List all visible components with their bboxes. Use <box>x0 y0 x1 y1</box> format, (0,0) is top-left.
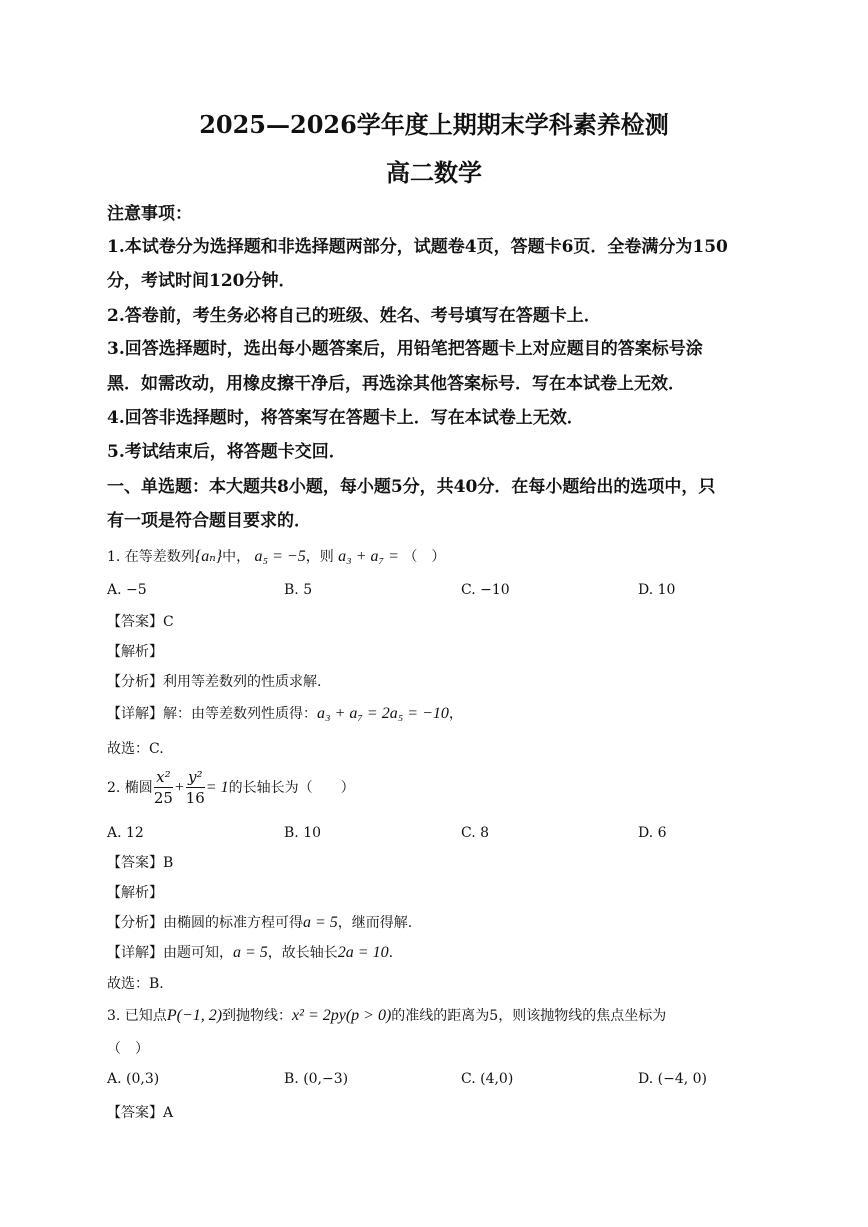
analysis-label: 【解析】 <box>107 644 163 660</box>
notice-item: 5.考试结束后，将答题卡交回． <box>107 442 346 462</box>
option-c: C. −10 <box>461 582 510 598</box>
q3-point: P(−1, 2) <box>166 1007 223 1024</box>
answer-line: 【答案】A <box>107 1105 174 1121</box>
notice-item: 黑．如需改动，用橡皮擦干净后，再选涂其他答案标号．写在本试卷上无效． <box>107 374 685 394</box>
choice-line: 故选：B. <box>107 976 164 992</box>
option-b: B. 5 <box>284 582 313 598</box>
detail-formula: a₃ + a₇ = 2a₅ = −10 <box>317 705 449 722</box>
choice-line: 故选：C. <box>107 741 164 757</box>
analysis-suffix: ，继而得解. <box>337 915 413 931</box>
option-d: D. (−4, 0) <box>638 1071 707 1087</box>
page-subtitle: 高二数学 <box>386 158 482 187</box>
option-d: D. 10 <box>638 582 676 598</box>
question-2-stem: 2. 椭圆 $\frac{\text{x²}}{25}$ + $\frac{\text{y²}}{16}$ = 1的长轴长为（ ） <box>107 768 355 807</box>
q1-blank: （ ） <box>403 549 446 565</box>
option-c: C. 8 <box>461 825 490 841</box>
analysis-label: 【解析】 <box>107 885 163 901</box>
notice-item: 分，考试时间120分钟． <box>107 271 296 291</box>
detail-suffix: ， <box>448 706 463 722</box>
q1-condition: a₅ = −5 <box>254 548 306 565</box>
analysis-summary <box>107 912 412 932</box>
analysis-summary: 【分析】利用等差数列的性质求解. <box>107 674 322 690</box>
q1-prefix: 1. 在等差数列 <box>107 549 195 565</box>
option-a: A. −5 <box>107 582 147 598</box>
q3-blank: （ ） <box>107 1041 149 1057</box>
fraction-x <box>154 770 173 806</box>
question-3-stem <box>107 1005 666 1025</box>
numerator: x² <box>156 768 171 786</box>
answer-line: 【答案】B <box>107 855 174 871</box>
detail-formula: 2a = 10 <box>337 944 389 961</box>
detail-line <box>107 703 463 723</box>
option-c: C. (4,0) <box>461 1071 514 1087</box>
denominator: 25 <box>153 789 173 807</box>
q2-prefix: 2. 椭圆 <box>107 780 153 796</box>
detail-prefix: 【详解】解：由等差数列性质得： <box>107 706 317 722</box>
equals-one: = 1 <box>205 779 229 796</box>
section-heading: 一、单选题：本大题共8小题，每小题5分，共40分．在每小题给出的选项中，只 <box>107 477 716 497</box>
question-1-stem <box>107 546 445 566</box>
analysis-prefix: 【分析】由椭圆的标准方程可得 <box>107 915 303 931</box>
q3-suffix: 的准线的距离为5，则该抛物线的焦点坐标为 <box>391 1008 667 1024</box>
q1-mid2: ，则 <box>305 549 334 565</box>
q1-sequence: {aₙ} <box>194 548 223 565</box>
q3-curve: x² = 2py(p > 0) <box>292 1007 392 1024</box>
notice-item: 1.本试卷分为选择题和非选择题两部分，试题卷4页，答题卡6页．全卷满分为150 <box>107 237 728 257</box>
notice-heading: 注意事项： <box>107 204 192 224</box>
q3-prefix: 3. 已知点 <box>107 1008 167 1024</box>
analysis-formula: a = 5 <box>303 914 338 931</box>
q1-ask: a₃ + a₇ = <box>338 548 399 565</box>
q3-mid: 到抛物线： <box>222 1008 293 1024</box>
q1-mid: 中， <box>222 549 251 565</box>
notice-item: 2.答卷前，考生务必将自己的班级、姓名、考号填写在答题卡上． <box>107 306 601 326</box>
notice-item: 3.回答选择题时，选出每小题答案后，用铅笔把答题卡上对应题目的答案标号涂 <box>107 339 703 359</box>
option-b: B. (0,−3) <box>284 1071 349 1087</box>
option-a: A. (0,3) <box>107 1071 160 1087</box>
detail-line <box>107 942 393 962</box>
option-b: B. 10 <box>284 825 322 841</box>
detail-formula: a = 5 <box>233 944 268 961</box>
detail-prefix: 【详解】由题可知， <box>107 945 233 961</box>
notice-item: 4.回答非选择题时，将答案写在答题卡上．写在本试卷上无效． <box>107 408 584 428</box>
answer-line: 【答案】C <box>107 614 174 630</box>
q2-suffix: 的长轴长为（ ） <box>228 780 355 796</box>
detail-suffix: . <box>388 945 394 961</box>
detail-mid: ，故长轴长 <box>267 945 338 961</box>
denominator: 16 <box>185 789 205 807</box>
fraction-y <box>186 770 205 806</box>
option-d: D. 6 <box>638 825 667 841</box>
option-a: A. 12 <box>107 825 144 841</box>
numerator: y² <box>188 768 203 786</box>
page-title: 2025—2026学年度上期期末学科素养检测 <box>199 110 669 139</box>
section-heading: 有一项是符合题目要求的． <box>107 511 311 531</box>
